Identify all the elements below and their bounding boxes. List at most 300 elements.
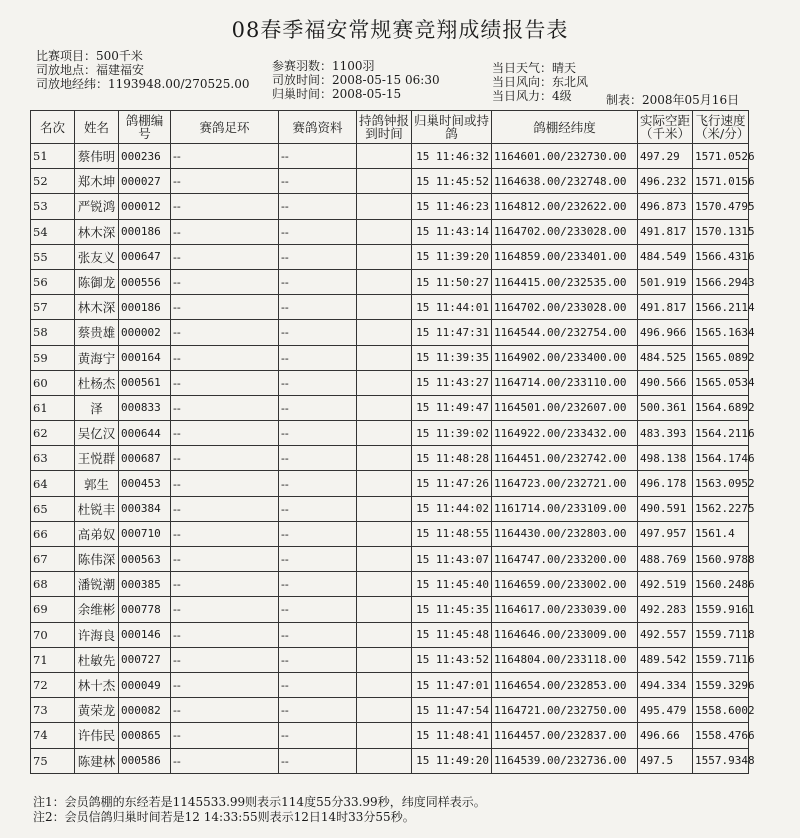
table-row [31, 370, 749, 395]
cell-speed: 1562.2275 [693, 496, 749, 521]
cell-name: 黄海宁 [75, 345, 119, 370]
cell-distance: 483.393 [638, 421, 693, 446]
cell-rank: 55 [31, 244, 75, 269]
cell-distance: 496.873 [638, 194, 693, 219]
cell-name: 许伟民 [75, 723, 119, 748]
cell-distance: 484.525 [638, 345, 693, 370]
cell-name: 杜敏先 [75, 647, 119, 672]
col-distance: 实际空距（千米） [638, 111, 693, 144]
cell-rank: 70 [31, 622, 75, 647]
cell-rank: 68 [31, 572, 75, 597]
cell-rank: 61 [31, 395, 75, 420]
cell-ring: -- [171, 144, 279, 169]
report-title: 08春季福安常规赛竞翔成绩报告表 [231, 18, 569, 42]
cell-ring: -- [171, 295, 279, 320]
cell-name: 蔡贵雄 [75, 320, 119, 345]
cell-coordinates: 1164747.00/233200.00 [492, 547, 638, 572]
cell-speed: 1558.6002 [693, 698, 749, 723]
cell-speed: 1571.0526 [693, 144, 749, 169]
cell-arrival-time: 15 11:43:52 [412, 647, 492, 672]
cell-loft-number: 000049 [119, 672, 171, 697]
cell-distance: 500.361 [638, 395, 693, 420]
cell-loft-number: 000778 [119, 597, 171, 622]
cell-info: -- [279, 521, 357, 546]
col-rank: 名次 [31, 111, 75, 144]
cell-speed: 1564.2116 [693, 421, 749, 446]
cell-clock-time [357, 723, 412, 748]
cell-coordinates: 1164659.00/233002.00 [492, 572, 638, 597]
table-row [31, 597, 749, 622]
cell-coordinates: 1164922.00/233432.00 [492, 421, 638, 446]
race-info-middle [272, 59, 440, 101]
cell-ring: -- [171, 269, 279, 294]
cell-clock-time [357, 395, 412, 420]
cell-distance: 484.549 [638, 244, 693, 269]
weather: 当日天气：晴天 [492, 61, 577, 75]
table-row [31, 547, 749, 572]
col-name: 姓名 [75, 111, 119, 144]
cell-loft-number: 000236 [119, 144, 171, 169]
cell-arrival-time: 15 11:46:32 [412, 144, 492, 169]
cell-info: -- [279, 269, 357, 294]
cell-coordinates: 1164702.00/233028.00 [492, 219, 638, 244]
footnote-1: 注1：会员鸽棚的东经若是1145533.99则表示114度55分33.99秒，纬度同样表示。 [33, 795, 486, 809]
cell-clock-time [357, 748, 412, 773]
cell-distance: 496.232 [638, 169, 693, 194]
cell-info: -- [279, 748, 357, 773]
cell-arrival-time: 15 11:43:14 [412, 219, 492, 244]
cell-speed: 1564.1746 [693, 446, 749, 471]
cell-coordinates: 1164430.00/232803.00 [492, 521, 638, 546]
table-row [31, 244, 749, 269]
cell-coordinates: 1164457.00/232837.00 [492, 723, 638, 748]
cell-ring: -- [171, 345, 279, 370]
cell-distance: 492.283 [638, 597, 693, 622]
table-body [31, 144, 755, 774]
cell-speed: 1565.0534 [693, 370, 749, 395]
cell-name: 陈伟深 [75, 547, 119, 572]
cell-name: 吴亿汉 [75, 421, 119, 446]
cell-coordinates: 1164654.00/232853.00 [492, 672, 638, 697]
cell-clock-time [357, 421, 412, 446]
cell-coordinates: 1164415.00/232535.00 [492, 269, 638, 294]
cell-clock-time [357, 572, 412, 597]
cell-clock-time [357, 471, 412, 496]
cell-speed: 1559.7118 [693, 622, 749, 647]
cell-distance: 497.5 [638, 748, 693, 773]
report-date: 制表：2008年05月16日 [606, 93, 740, 107]
cell-name: 张友义 [75, 244, 119, 269]
cell-loft-number: 000082 [119, 698, 171, 723]
cell-speed: 1566.2114 [693, 295, 749, 320]
cell-loft-number: 000186 [119, 219, 171, 244]
cell-arrival-time: 15 11:47:31 [412, 320, 492, 345]
col-coordinates: 鸽棚经纬度 [492, 111, 638, 144]
cell-rank: 60 [31, 370, 75, 395]
cell-ring: -- [171, 320, 279, 345]
cell-clock-time [357, 521, 412, 546]
cell-info: -- [279, 295, 357, 320]
cell-name: 陈御龙 [75, 269, 119, 294]
cell-rank: 72 [31, 672, 75, 697]
cell-speed: 1559.3296 [693, 672, 749, 697]
cell-name: 王悦群 [75, 446, 119, 471]
cell-speed: 1570.4795 [693, 194, 749, 219]
cell-clock-time [357, 446, 412, 471]
cell-rank: 65 [31, 496, 75, 521]
cell-arrival-time: 15 11:45:40 [412, 572, 492, 597]
cell-clock-time [357, 597, 412, 622]
cell-loft-number: 000002 [119, 320, 171, 345]
cell-coordinates: 1164812.00/232622.00 [492, 194, 638, 219]
cell-arrival-time: 15 11:47:54 [412, 698, 492, 723]
cell-arrival-time: 15 11:48:55 [412, 521, 492, 546]
cell-clock-time [357, 672, 412, 697]
cell-speed: 1564.6892 [693, 395, 749, 420]
cell-info: -- [279, 622, 357, 647]
cell-ring: -- [171, 496, 279, 521]
cell-rank: 52 [31, 169, 75, 194]
cell-info: -- [279, 547, 357, 572]
cell-arrival-time: 15 11:39:02 [412, 421, 492, 446]
cell-ring: -- [171, 421, 279, 446]
cell-info: -- [279, 169, 357, 194]
table-row [31, 672, 749, 697]
cell-speed: 1561.4 [693, 521, 749, 546]
cell-ring: -- [171, 647, 279, 672]
table-row [31, 295, 749, 320]
table-row [31, 723, 749, 748]
entry-count: 参赛羽数：1100羽 [272, 59, 375, 73]
cell-info: -- [279, 723, 357, 748]
table-row [31, 320, 749, 345]
cell-ring: -- [171, 672, 279, 697]
table-row [31, 471, 749, 496]
col-ring: 赛鸽足环 [171, 111, 279, 144]
cell-ring: -- [171, 370, 279, 395]
cell-name: 蔡伟明 [75, 144, 119, 169]
cell-loft-number: 000833 [119, 395, 171, 420]
cell-speed: 1559.9161 [693, 597, 749, 622]
cell-loft-number: 000727 [119, 647, 171, 672]
wind-direction: 当日风向：东北风 [492, 75, 589, 89]
cell-coordinates: 1164617.00/233039.00 [492, 597, 638, 622]
cell-name: 林木深 [75, 219, 119, 244]
race-info-left [36, 49, 249, 91]
race-info-right [492, 61, 588, 103]
cell-clock-time [357, 244, 412, 269]
cell-clock-time [357, 547, 412, 572]
cell-coordinates: 1164601.00/232730.00 [492, 144, 638, 169]
table-row [31, 144, 749, 169]
cell-speed: 1566.2943 [693, 269, 749, 294]
cell-rank: 75 [31, 748, 75, 773]
cell-distance: 496.966 [638, 320, 693, 345]
cell-name: 陈建林 [75, 748, 119, 773]
cell-distance: 489.542 [638, 647, 693, 672]
cell-rank: 54 [31, 219, 75, 244]
cell-name: 郭生 [75, 471, 119, 496]
cell-arrival-time: 15 11:50:27 [412, 269, 492, 294]
cell-clock-time [357, 144, 412, 169]
cell-rank: 74 [31, 723, 75, 748]
header-row [31, 111, 749, 144]
table-row [31, 395, 749, 420]
cell-ring: -- [171, 748, 279, 773]
cell-info: -- [279, 446, 357, 471]
cell-clock-time [357, 622, 412, 647]
cell-speed: 1571.0156 [693, 169, 749, 194]
cell-rank: 57 [31, 295, 75, 320]
cell-name: 林木深 [75, 295, 119, 320]
cell-loft-number: 000687 [119, 446, 171, 471]
cell-coordinates: 1164451.00/232742.00 [492, 446, 638, 471]
cell-distance: 496.178 [638, 471, 693, 496]
cell-coordinates: 1164859.00/233401.00 [492, 244, 638, 269]
cell-loft-number: 000561 [119, 370, 171, 395]
cell-speed: 1560.9788 [693, 547, 749, 572]
cell-rank: 51 [31, 144, 75, 169]
cell-speed: 1565.0892 [693, 345, 749, 370]
table-row [31, 622, 749, 647]
cell-info: -- [279, 471, 357, 496]
cell-rank: 63 [31, 446, 75, 471]
cell-distance: 496.66 [638, 723, 693, 748]
cell-coordinates: 1164804.00/233118.00 [492, 647, 638, 672]
cell-loft-number: 000556 [119, 269, 171, 294]
cell-ring: -- [171, 572, 279, 597]
cell-clock-time [357, 496, 412, 521]
col-speed: 飞行速度（米/分） [693, 111, 749, 144]
cell-distance: 491.817 [638, 295, 693, 320]
cell-coordinates: 1161714.00/233109.00 [492, 496, 638, 521]
cell-rank: 64 [31, 471, 75, 496]
cell-arrival-time: 15 11:43:27 [412, 370, 492, 395]
cell-arrival-time: 15 11:39:35 [412, 345, 492, 370]
race-event: 比赛项目：500千米 [36, 49, 143, 63]
cell-distance: 497.29 [638, 144, 693, 169]
cell-info: -- [279, 421, 357, 446]
footnote-2: 注2：会员信鸽归巢时间若是12 14:33:55则表示12日14时33分55秒。 [33, 810, 415, 824]
cell-arrival-time: 15 11:45:35 [412, 597, 492, 622]
table-row [31, 345, 749, 370]
cell-rank: 67 [31, 547, 75, 572]
table-row [31, 496, 749, 521]
cell-distance: 492.519 [638, 572, 693, 597]
cell-info: -- [279, 672, 357, 697]
cell-info: -- [279, 647, 357, 672]
cell-arrival-time: 15 11:49:47 [412, 395, 492, 420]
cell-clock-time [357, 345, 412, 370]
release-coordinates: 司放地经纬：1193948.00/270525.00 [36, 77, 250, 91]
release-location: 司放地点：福建福安 [36, 63, 145, 77]
cell-arrival-time: 15 11:48:28 [412, 446, 492, 471]
cell-distance: 490.591 [638, 496, 693, 521]
cell-name: 林十杰 [75, 672, 119, 697]
cell-ring: -- [171, 471, 279, 496]
cell-arrival-time: 15 11:44:02 [412, 496, 492, 521]
cell-clock-time [357, 169, 412, 194]
cell-ring: -- [171, 194, 279, 219]
cell-arrival-time: 15 11:39:20 [412, 244, 492, 269]
col-info: 赛鸽资料 [279, 111, 357, 144]
cell-ring: -- [171, 169, 279, 194]
table-row [31, 446, 749, 471]
cell-rank: 53 [31, 194, 75, 219]
cell-info: -- [279, 496, 357, 521]
cell-arrival-time: 15 11:48:41 [412, 723, 492, 748]
cell-rank: 66 [31, 521, 75, 546]
table-row [31, 269, 749, 294]
cell-arrival-time: 15 11:43:07 [412, 547, 492, 572]
cell-distance: 495.479 [638, 698, 693, 723]
cell-name: 郑木坤 [75, 169, 119, 194]
results-table [30, 110, 755, 774]
cell-distance: 497.957 [638, 521, 693, 546]
cell-name: 杜杨杰 [75, 370, 119, 395]
cell-arrival-time: 15 11:45:52 [412, 169, 492, 194]
cell-coordinates: 1164544.00/232754.00 [492, 320, 638, 345]
cell-info: -- [279, 219, 357, 244]
release-time: 司放时间：2008-05-15 06:30 [272, 73, 440, 87]
cell-loft-number: 000865 [119, 723, 171, 748]
return-date: 归巢时间：2008-05-15 [272, 87, 402, 101]
cell-ring: -- [171, 446, 279, 471]
cell-loft-number: 000453 [119, 471, 171, 496]
cell-rank: 59 [31, 345, 75, 370]
table-row [31, 748, 749, 773]
cell-distance: 490.566 [638, 370, 693, 395]
cell-distance: 488.769 [638, 547, 693, 572]
cell-name: 许海良 [75, 622, 119, 647]
cell-clock-time [357, 698, 412, 723]
table-row [31, 194, 749, 219]
col-clock-time: 持鸽钟报到时间 [357, 111, 412, 144]
cell-ring: -- [171, 622, 279, 647]
cell-speed: 1557.9348 [693, 748, 749, 773]
table-row [31, 169, 749, 194]
cell-loft-number: 000146 [119, 622, 171, 647]
cell-coordinates: 1164714.00/233110.00 [492, 370, 638, 395]
cell-rank: 62 [31, 421, 75, 446]
cell-coordinates: 1164702.00/233028.00 [492, 295, 638, 320]
cell-loft-number: 000586 [119, 748, 171, 773]
cell-rank: 69 [31, 597, 75, 622]
cell-info: -- [279, 395, 357, 420]
cell-name: 余维彬 [75, 597, 119, 622]
cell-loft-number: 000710 [119, 521, 171, 546]
cell-info: -- [279, 345, 357, 370]
cell-ring: -- [171, 597, 279, 622]
cell-rank: 56 [31, 269, 75, 294]
wind-force: 当日风力：4级 [492, 89, 572, 103]
cell-coordinates: 1164721.00/232750.00 [492, 698, 638, 723]
table-row [31, 647, 749, 672]
cell-ring: -- [171, 219, 279, 244]
cell-clock-time [357, 295, 412, 320]
table-row [31, 572, 749, 597]
cell-clock-time [357, 219, 412, 244]
cell-speed: 1560.2486 [693, 572, 749, 597]
col-loft-number: 鸽棚编号 [119, 111, 171, 144]
cell-name: 潘锐潮 [75, 572, 119, 597]
cell-loft-number: 000644 [119, 421, 171, 446]
cell-rank: 73 [31, 698, 75, 723]
cell-clock-time [357, 194, 412, 219]
cell-info: -- [279, 244, 357, 269]
footnotes [33, 795, 486, 825]
cell-ring: -- [171, 395, 279, 420]
cell-distance: 491.817 [638, 219, 693, 244]
cell-distance: 498.138 [638, 446, 693, 471]
cell-ring: -- [171, 698, 279, 723]
cell-info: -- [279, 320, 357, 345]
cell-rank: 71 [31, 647, 75, 672]
cell-ring: -- [171, 547, 279, 572]
table-row [31, 219, 749, 244]
cell-loft-number: 000012 [119, 194, 171, 219]
cell-arrival-time: 15 11:47:26 [412, 471, 492, 496]
cell-arrival-time: 15 11:45:48 [412, 622, 492, 647]
cell-coordinates: 1164638.00/232748.00 [492, 169, 638, 194]
cell-info: -- [279, 597, 357, 622]
cell-loft-number: 000384 [119, 496, 171, 521]
cell-rank: 58 [31, 320, 75, 345]
cell-speed: 1566.4316 [693, 244, 749, 269]
cell-info: -- [279, 370, 357, 395]
cell-distance: 492.557 [638, 622, 693, 647]
cell-speed: 1558.4766 [693, 723, 749, 748]
table-row [31, 521, 749, 546]
cell-name: 黄荣龙 [75, 698, 119, 723]
cell-name: 杜锐丰 [75, 496, 119, 521]
cell-arrival-time: 15 11:49:20 [412, 748, 492, 773]
cell-arrival-time: 15 11:44:01 [412, 295, 492, 320]
cell-info: -- [279, 698, 357, 723]
table-row [31, 698, 749, 723]
cell-coordinates: 1164902.00/233400.00 [492, 345, 638, 370]
cell-ring: -- [171, 244, 279, 269]
cell-coordinates: 1164539.00/232736.00 [492, 748, 638, 773]
col-arrival-time: 归巢时间或持鸽 [412, 111, 492, 144]
cell-coordinates: 1164723.00/232721.00 [492, 471, 638, 496]
cell-clock-time [357, 647, 412, 672]
cell-coordinates: 1164646.00/233009.00 [492, 622, 638, 647]
cell-name: 严锐鸿 [75, 194, 119, 219]
cell-arrival-time: 15 11:46:23 [412, 194, 492, 219]
cell-loft-number: 000164 [119, 345, 171, 370]
cell-name: 泽 [75, 395, 119, 420]
cell-loft-number: 000186 [119, 295, 171, 320]
table-row [31, 421, 749, 446]
cell-loft-number: 000027 [119, 169, 171, 194]
cell-clock-time [357, 269, 412, 294]
cell-info: -- [279, 194, 357, 219]
cell-speed: 1563.0952 [693, 471, 749, 496]
cell-info: -- [279, 144, 357, 169]
cell-loft-number: 000563 [119, 547, 171, 572]
cell-speed: 1565.1634 [693, 320, 749, 345]
cell-name: 高弟奴 [75, 521, 119, 546]
cell-clock-time [357, 320, 412, 345]
cell-speed: 1570.1315 [693, 219, 749, 244]
cell-distance: 501.919 [638, 269, 693, 294]
cell-arrival-time: 15 11:47:01 [412, 672, 492, 697]
cell-distance: 494.334 [638, 672, 693, 697]
cell-ring: -- [171, 521, 279, 546]
cell-loft-number: 000385 [119, 572, 171, 597]
cell-info: -- [279, 572, 357, 597]
